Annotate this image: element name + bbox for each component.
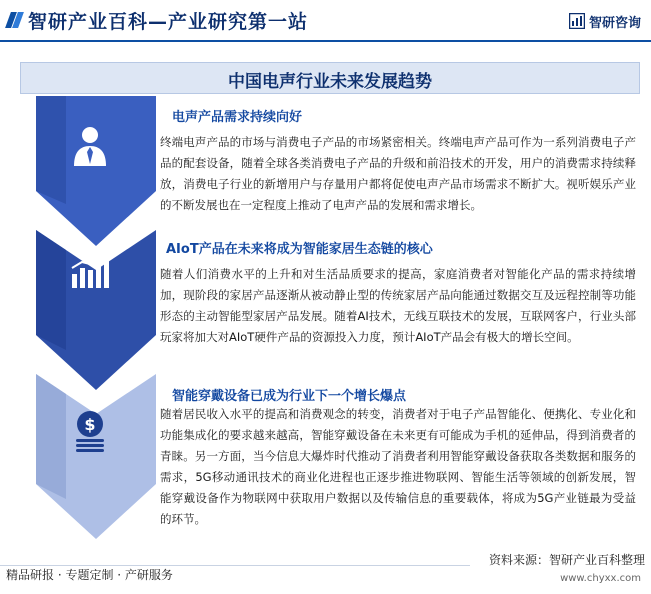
bar-chart-icon xyxy=(68,250,112,294)
footer-tagline: 精品研报 · 专题定制 · 产研服务 xyxy=(6,568,173,582)
chevron-1 xyxy=(36,96,176,246)
section-2-title: AIoT产品在未来将成为智能家居生态链的核心 xyxy=(166,242,433,257)
content-panel xyxy=(20,62,640,548)
header xyxy=(0,0,651,40)
footer-url[interactable]: www.chyxx.com xyxy=(560,573,641,584)
dollar-coins-icon xyxy=(68,408,112,452)
header-divider xyxy=(0,40,651,42)
header-bars-icon xyxy=(8,12,26,28)
businessman-icon xyxy=(68,124,112,168)
footer xyxy=(0,560,651,594)
brand-logo xyxy=(569,12,641,30)
section-2-body: 随着人们消费水平的上升和对生活品质要求的提高，家庭消费者对智能化产品的需求持续增加，现阶段的家居产品逐渐从被动静止型的传统家居产品向能通过数据交互及远程控制等功能形态的主动智能型家居产品发展。随着AI技术，无线互联技术的发展，互联网客户，行业头部玩家将加大对AIoT硬件产品的资源投入力度，预计AIoT产品会有极大的增长空间。 xyxy=(160,267,636,344)
section-1-body: 终端电声产品的市场与消费电子产品的市场紧密相关。终端电声产品可作为一系列消费电子产品的配套设备，随着全球各类消费电子产品的升级和前沿技术的开发，用户的消费需求持续释放，消费电子行业的新增用户与存量用户都将促使电声产品市场需求不断扩大。视听娱乐产业的不断发展也在一定程度上推动了电声产品的发展和需求增长。 xyxy=(160,135,636,212)
svg-text:$: $ xyxy=(84,415,96,434)
panel-title: 中国电声行业未来发展趋势 xyxy=(228,72,432,92)
title-banner xyxy=(20,62,640,94)
logo-text: 智研咨询 xyxy=(588,15,641,31)
chart-box-icon xyxy=(569,13,585,29)
chevron-3 xyxy=(36,374,176,539)
section-3-title: 智能穿戴设备已成为行业下一个增长爆点 xyxy=(172,389,407,404)
section-1-title: 电声产品需求持续向好 xyxy=(172,110,303,125)
section-3-body: 随着居民收入水平的提高和消费观念的转变，消费者对于电子产品智能化、便携化、专业化和功能集成化的要求越来越高，智能穿戴设备在未来更有可能成为手机的延伸品，得到消费者的青睐。另一方面，当今信息大爆炸时代推动了消费者利用智能穿戴设备获取各类数据和服务的需求，5G移动通讯技术的商业化进程也正逐步推进物联网、智能生活等领域的创新发展，智能穿戴设备作为物联网中获取用户数据以及传输信息的重要载体，将成为5G产业链最为受益的环节。 xyxy=(160,407,636,526)
header-title: 智研产业百科—产业研究第一站 xyxy=(28,11,309,33)
source-note: 资料来源：智研产业百科整理 xyxy=(488,553,645,567)
